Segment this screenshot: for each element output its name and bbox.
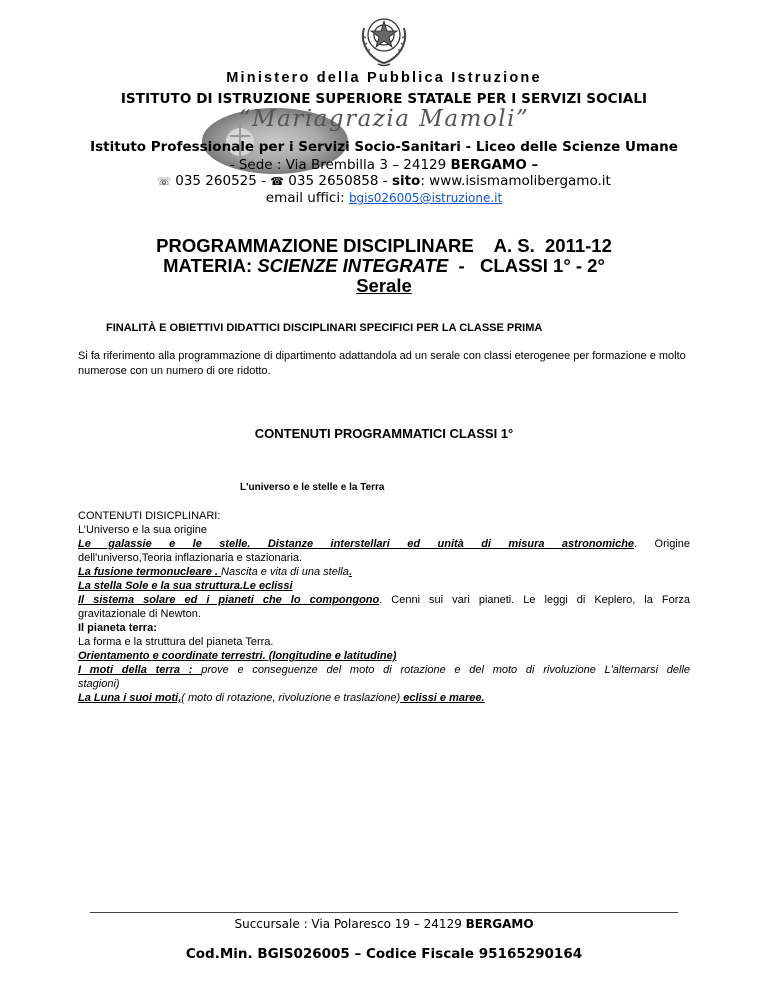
school-name: “Mariagrazia Mamoli”	[238, 106, 530, 132]
title-line-1: PROGRAMMAZIONE DISCIPLINARE A. S. 2011-12	[156, 235, 612, 256]
content-emphasis: La stella Sole e la sua struttura.Le eclissi	[78, 580, 293, 592]
content-emphasis: La fusione termonucleare .	[78, 566, 222, 578]
institute-heading: ISTITUTO DI ISTRUZIONE SUPERIORE STATALE PER I SERVIZI SOCIALI	[120, 91, 648, 107]
italian-republic-emblem-icon	[356, 8, 412, 68]
classes-text: - CLASSI 1° - 2°	[448, 255, 605, 276]
content-line: dell'universo,Teoria inflazionaria e stazionaria.	[78, 552, 303, 564]
codes-line: Cod.Min. BGIS026005 – Codice Fiscale 95165290164	[185, 946, 583, 962]
succursale-text: Succursale : Via Polaresco 19 – 24129	[234, 917, 466, 931]
footer-divider	[90, 912, 678, 913]
institute-subtitle: Istituto Professionale per i Servizi Socio-Sanitari - Liceo delle Scienze Umane	[90, 139, 678, 155]
main-address	[0, 157, 768, 173]
telephone-icon: ☏	[157, 175, 171, 188]
content-line	[78, 663, 690, 677]
content-line: Il pianeta terra:	[78, 622, 157, 634]
sede-text: - Sede : Via Brembilla 3 – 24129	[229, 157, 451, 173]
content-line	[78, 579, 690, 593]
succursale-address	[0, 917, 768, 931]
content-list	[78, 509, 690, 705]
ministry-name: Ministero della Pubblica Istruzione	[226, 70, 542, 86]
email-label: email uffici:	[265, 190, 349, 206]
contact-line	[0, 173, 768, 189]
content-line	[78, 649, 690, 663]
topic-heading: L'universo e le stelle e la Terra	[240, 482, 385, 493]
content-line: gravitazionale di Newton.	[78, 608, 201, 620]
content-emphasis: Le galassie e le stelle. Distanze interstellari ed unità di misura astronomiche	[78, 538, 635, 550]
content-emphasis: Il sistema solare ed i pianeti che lo compongono	[78, 594, 380, 606]
finalita-heading: FINALITÀ E OBIETTIVI DIDATTICI DISCIPLINARI SPECIFICI PER LA CLASSE PRIMA	[106, 322, 543, 334]
phone-number: 035 260525 -	[170, 173, 271, 189]
content-text: .	[348, 566, 352, 578]
email-link[interactable]: bgis026005@istruzione.it	[348, 191, 503, 205]
contenuti-heading: CONTENUTI PROGRAMMATICI CLASSI 1°	[254, 426, 514, 441]
content-line: L’Universo e la sua origine	[78, 524, 208, 536]
content-italic: Nascita e vita di una stella	[221, 566, 349, 578]
content-italic: ( moto di rotazione, rivoluzione e traslazione)	[181, 692, 401, 704]
email-line	[0, 190, 768, 206]
document-title	[0, 235, 768, 257]
subject-line	[0, 255, 768, 277]
serale-title: Serale	[356, 275, 412, 296]
content-line: CONTENUTI DISICPLINARI:	[78, 510, 221, 522]
sede-city: BERGAMO –	[450, 157, 539, 173]
content-line	[78, 537, 690, 551]
sito-value: : www.isismamolibergamo.it	[420, 173, 611, 189]
subject-prefix: MATERIA:	[163, 255, 258, 276]
intro-paragraph: Si fa riferimento alla programmazione di dipartimento adattandola ad un serale con classi eterogenee per formazione e molto numerose con un numero di ore ridotto.	[78, 350, 686, 377]
content-emphasis: Orientamento e coordinate terrestri. (longitudine e latitudine)	[78, 650, 397, 662]
content-line	[78, 565, 690, 579]
fax-number: 035 2650858 -	[284, 173, 392, 189]
fax-icon: ☎	[270, 175, 284, 188]
content-italic: prove e conseguenze del moto di rotazione e del moto di rivoluzione L'alternarsi delle	[201, 664, 690, 676]
sito-label: sito	[391, 173, 421, 189]
subject-name: SCIENZE INTEGRATE	[257, 255, 449, 276]
succursale-city: BERGAMO	[465, 917, 534, 931]
content-line: stagioni)	[78, 678, 120, 690]
content-line	[78, 593, 690, 607]
content-line	[78, 691, 690, 705]
content-emphasis: eclissi e maree.	[400, 692, 485, 704]
content-emphasis: La Luna i suoi moti,	[78, 692, 182, 704]
content-text: . Origine	[634, 538, 690, 550]
content-text: . Cenni sui vari pianeti. Le leggi di Keplero, la Forza	[379, 594, 690, 606]
content-line: La forma e la struttura del pianeta Terra.	[78, 636, 274, 648]
content-emphasis: I moti della terra :	[78, 664, 202, 676]
